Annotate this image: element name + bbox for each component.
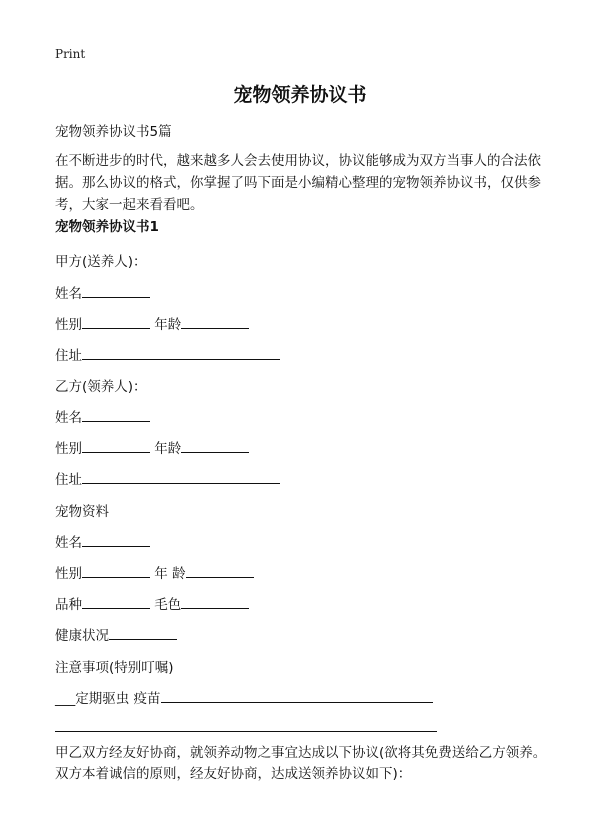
party-b-name-label: 姓名 xyxy=(55,410,82,426)
party-b-address-row xyxy=(55,468,280,488)
notes-heading: 注意事项(特别叮嘱) xyxy=(55,660,174,676)
party-b-age-label: 年龄 xyxy=(154,441,182,457)
party-a-age-blank xyxy=(181,315,249,329)
party-b-address-blank xyxy=(82,470,280,484)
pet-info-heading: 宠物资料 xyxy=(55,504,109,520)
party-a-name-row xyxy=(55,282,150,302)
terms-paragraph: 甲乙双方经友好协商，就领养动物之事宜达成以下协议(欲将其免费送给乙方领养。双方本着诚信的原则，经友好协商，达成送领养协议如下)： xyxy=(55,745,547,782)
party-a-address-blank xyxy=(82,346,280,360)
party-a-gender-label: 性别 xyxy=(55,317,82,333)
pet-breed-blank xyxy=(82,595,150,609)
party-a-gender-age-row xyxy=(55,313,249,333)
party-a-heading: 甲方(送养人)： xyxy=(55,254,147,270)
pet-gender-blank xyxy=(82,564,150,578)
party-b-address-label: 住址 xyxy=(55,472,82,488)
party-b-gender-label: 性别 xyxy=(55,441,82,457)
party-a-name-blank xyxy=(82,284,150,298)
pet-color-label: 毛色 xyxy=(154,597,182,613)
pet-health-label: 健康状况 xyxy=(55,628,109,644)
pet-age-label: 年 龄 xyxy=(154,566,186,582)
party-b-gender-blank xyxy=(82,439,150,453)
party-b-gender-age-row xyxy=(55,437,249,457)
document-subtitle: 宠物领养协议书5篇 xyxy=(55,124,172,140)
notes-line-1-text: 定期驱虫 疫苗 xyxy=(75,691,161,707)
party-a-name-label: 姓名 xyxy=(55,286,82,302)
pet-color-blank xyxy=(181,595,249,609)
notes-line-1-prefix: ___ xyxy=(55,691,76,707)
notes-line-2 xyxy=(55,731,437,732)
party-a-address-label: 住址 xyxy=(55,348,82,364)
pet-name-blank xyxy=(82,533,150,547)
pet-breed-label: 品种 xyxy=(55,597,82,613)
party-b-name-row xyxy=(55,406,150,426)
pet-name-row xyxy=(55,531,150,551)
pet-breed-color-row xyxy=(55,593,249,613)
pet-gender-label: 性别 xyxy=(55,566,82,582)
section-title: 宠物领养协议书1 xyxy=(55,219,159,235)
intro-paragraph: 在不断进步的时代，越来越多人会去使用协议，协议能够成为双方当事人的合法依据。那么协议的格式，你掌握了吗下面是小编精心整理的宠物领养协议书，仅供参考，大家一起来看看吧。 xyxy=(55,153,541,213)
notes-line-1-blank xyxy=(161,689,433,703)
notes-line-1 xyxy=(55,687,433,707)
print-link[interactable]: Print xyxy=(55,47,86,61)
party-a-address-row xyxy=(55,344,280,364)
party-b-heading: 乙方(领养人)： xyxy=(55,379,147,395)
pet-age-blank xyxy=(186,564,254,578)
party-a-age-label: 年龄 xyxy=(154,317,182,333)
party-a-gender-blank xyxy=(82,315,150,329)
party-b-name-blank xyxy=(82,408,150,422)
pet-health-blank xyxy=(109,626,177,640)
pet-health-row xyxy=(55,624,177,644)
party-b-age-blank xyxy=(181,439,249,453)
document-title: 宠物领养协议书 xyxy=(233,84,367,106)
pet-name-label: 姓名 xyxy=(55,535,82,551)
pet-gender-age-row xyxy=(55,562,254,582)
